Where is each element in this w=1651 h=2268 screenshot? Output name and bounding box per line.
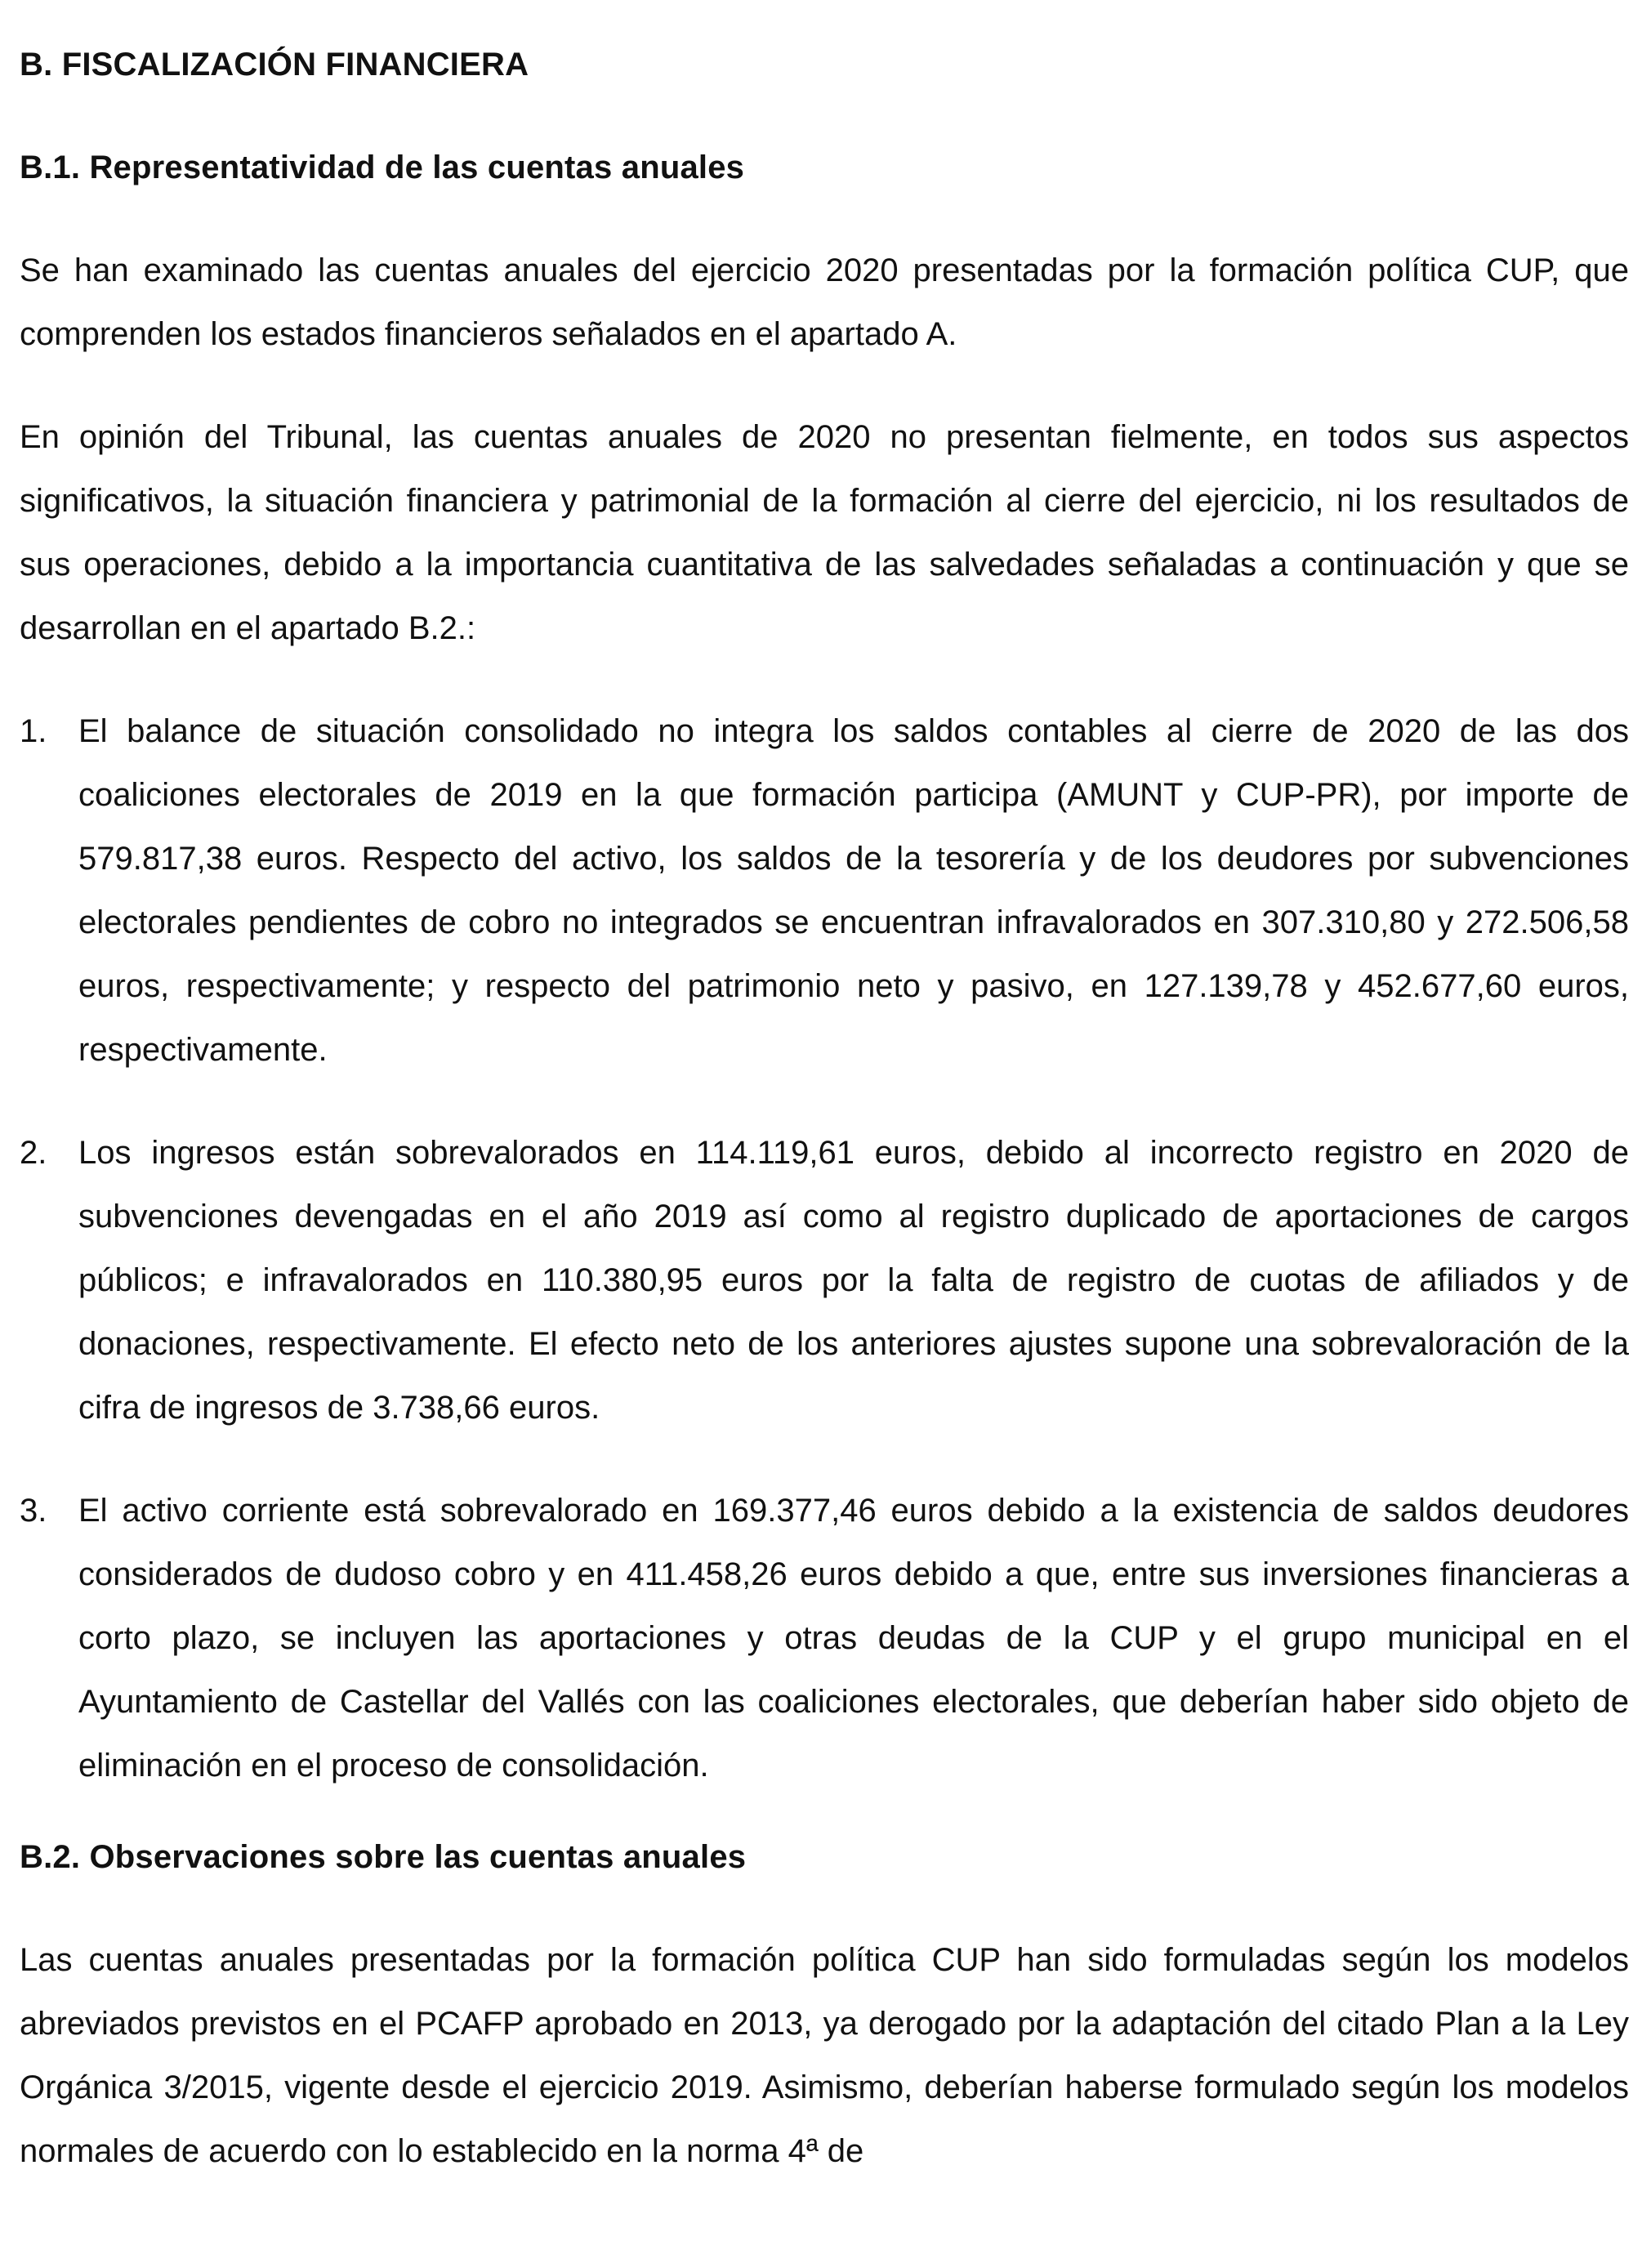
subsection-b2-title: B.2. Observaciones sobre las cuentas anuales <box>20 1839 747 1875</box>
spacer <box>20 199 1629 239</box>
list-number: 3. <box>20 1493 47 1529</box>
list-text: El activo corriente está sobrevalorado en 169.377,46 euros debido a la existencia de saldos deudores considerados de dudoso cobro y en 411.458,26 euros debido a que, entre sus inversiones financieras a corto plazo, se incluyen las aportaciones y otras deudas de la CUP y el grupo municipal en el Ayuntamiento de Castellar del Vallés con las coaliciones electorales, que deberían haber sido objeto de eliminación en el proceso de consolidación. <box>78 1493 1629 1784</box>
list-item-1 <box>20 699 1629 1082</box>
spacer <box>20 366 1629 405</box>
spacer <box>20 1082 1629 1121</box>
list-number: 1. <box>20 713 47 749</box>
list-number: 2. <box>20 1135 47 1171</box>
spacer <box>20 1889 1629 1928</box>
spacer <box>20 1797 1629 1825</box>
list-item-2 <box>20 1121 1629 1440</box>
list-text: El balance de situación consolidado no integra los saldos contables al cierre de 2020 de las dos coaliciones electorales de 2019 en la que formación participa (AMUNT y CUP-PR), por importe de 579.817,38 euros. Respecto del activo, los saldos de la tesorería y de los deudores por subvenciones electorales pendientes de cobro no integrados se encuentran infravalorados en 307.310,80 y 272.506,58 euros, respectivamente; y respecto del patrimonio neto y pasivo, en 127.139,78 y 452.677,60 euros, respectivamente. <box>78 713 1629 1068</box>
spacer <box>20 660 1629 699</box>
document-page <box>20 33 1629 2183</box>
subsection-b1-title: B.1. Representatividad de las cuentas anuales <box>20 150 745 185</box>
section-title: B. FISCALIZACIÓN FINANCIERA <box>20 47 529 83</box>
spacer <box>20 1440 1629 1479</box>
list-text: Los ingresos están sobrevalorados en 114.119,61 euros, debido al incorrecto registro en 2020 de subvenciones devengadas en el año 2019 así como al registro duplicado de aportaciones de cargos públicos; e infravalorados en 110.380,95 euros por la falta de registro de cuotas de afiliados y de donaciones, respectivamente. El efecto neto de los anteriores ajustes supone una sobrevaloración de la cifra de ingresos de 3.738,66 euros. <box>78 1135 1629 1426</box>
b1-paragraph-1: Se han examinado las cuentas anuales del ejercicio 2020 presentadas por la formación política CUP, que comprenden los estados financieros señalados en el apartado A. <box>20 252 1629 352</box>
spacer <box>20 96 1629 136</box>
b2-paragraph-1: Las cuentas anuales presentadas por la formación política CUP han sido formuladas según los modelos abreviados previstos en el PCAFP aprobado en 2013, ya derogado por la adaptación del citado Plan a la Ley Orgánica 3/2015, vigente desde el ejercicio 2019. Asimismo, deberían haberse formulado según los modelos normales de acuerdo con lo establecido en la norma 4ª de <box>20 1942 1629 2169</box>
list-item-3 <box>20 1479 1629 1797</box>
b1-paragraph-2: En opinión del Tribunal, las cuentas anuales de 2020 no presentan fielmente, en todos sus aspectos significativos, la situación financiera y patrimonial de la formación al cierre del ejercicio, ni los resultados de sus operaciones, debido a la importancia cuantitativa de las salvedades señaladas a continuación y que se desarrollan en el apartado B.2.: <box>20 419 1629 646</box>
